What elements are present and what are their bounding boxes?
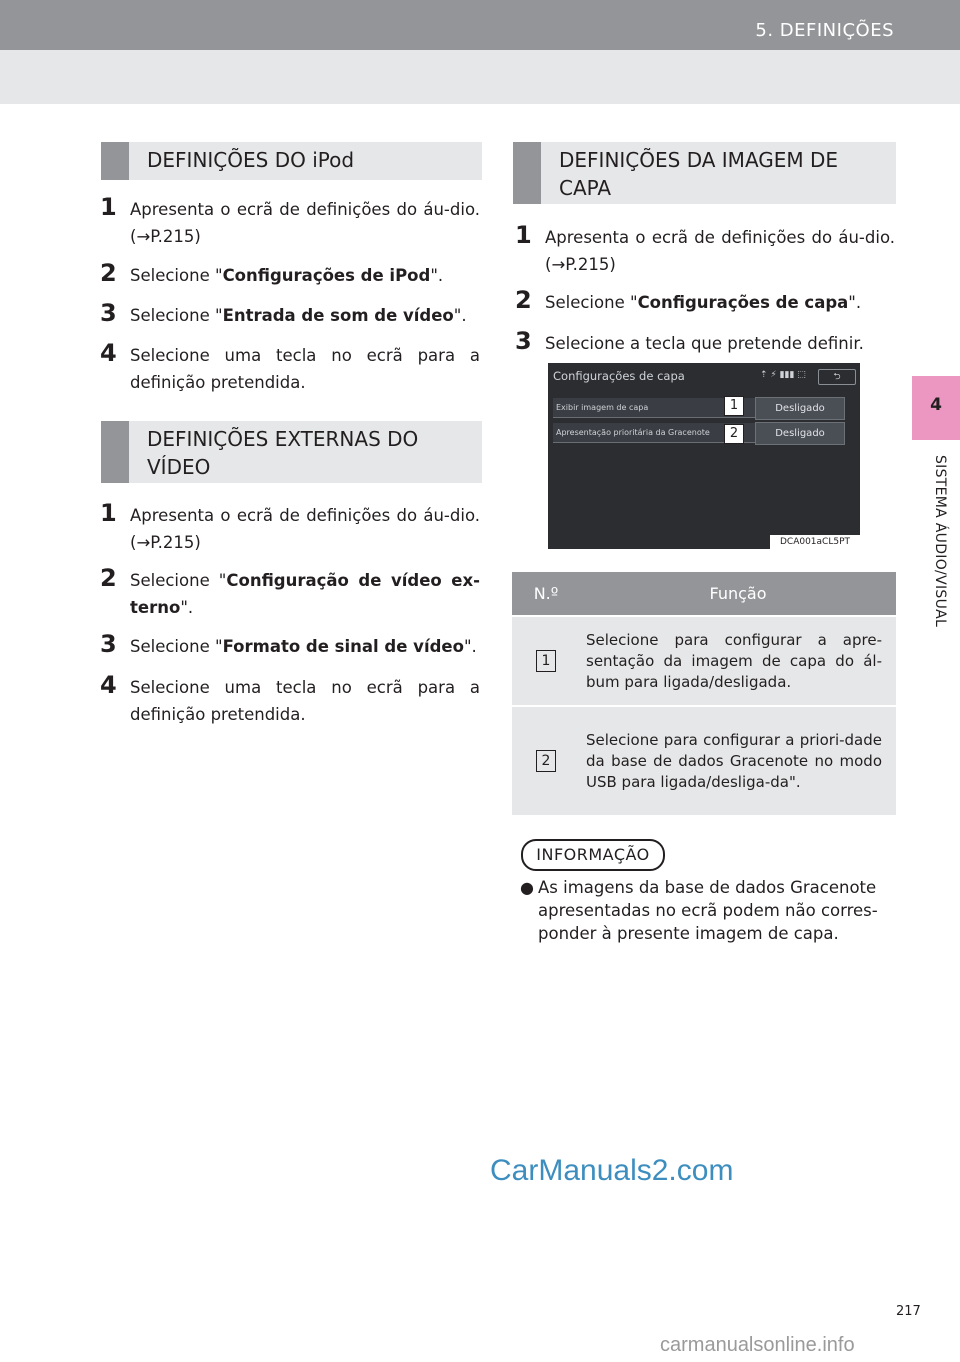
section-header-ipod — [101, 142, 482, 180]
back-icon: ⮌ — [818, 369, 856, 385]
step-1: 1 Apresenta o ecrã de definições do áu-dio. (→P.215) — [100, 193, 480, 246]
screen-title: Configurações de capa — [553, 369, 685, 383]
column-header-number: N.º — [512, 572, 580, 616]
section-title: DEFINIÇÕES EXTERNAS DO VÍDEO — [147, 427, 419, 479]
step-2: 2 Selecione "Configurações de capa". — [515, 286, 862, 314]
step-1: 1 Apresenta o ecrã de definições do áu-dio. (→P.215) — [515, 221, 895, 274]
step-4: 4 Selecione uma tecla no ecrã para a definição pretendida. — [100, 671, 480, 724]
chapter-tab-number: 4 — [912, 376, 960, 440]
step-4: 4 Selecione uma tecla no ecrã para a definição pretendida. — [100, 339, 480, 392]
step-2: 2 Selecione "Configuração de vídeo ex-terno". — [100, 564, 480, 617]
screen-row-cover-image: Exibir imagem de capa — [553, 398, 776, 418]
screen-row-gracenote: Apresentação prioritária da Gracenote — [553, 423, 776, 443]
callout-number: 2 — [536, 750, 556, 772]
column-header-function: Função — [580, 572, 896, 616]
function-table — [512, 572, 896, 815]
bullet-icon: ● — [520, 878, 534, 897]
watermark-logo: CarManuals2.com — [490, 1154, 734, 1187]
step-1: 1 Apresenta o ecrã de definições do áu-dio. (→P.215) — [100, 499, 480, 552]
status-icons: ⇡ ⚡ ▮▮▮ ⬚ — [760, 370, 806, 380]
function-description: Selecione para configurar a apre-sentação da imagem de capa do ál-bum para ligada/desligada. — [580, 616, 896, 706]
image-code: DCA001aCL5PT — [770, 535, 860, 549]
page-number: 217 — [896, 1304, 921, 1319]
step-3: 3 Selecione a tecla que pretende definir. — [515, 327, 864, 355]
table-row — [512, 706, 896, 815]
step-2: 2 Selecione "Configurações de iPod". — [100, 259, 444, 287]
settings-screen-image — [548, 363, 860, 549]
section-header-external-video — [101, 421, 482, 483]
step-3: 3 Selecione "Entrada de som de vídeo". — [100, 299, 467, 327]
section-header-bar — [101, 421, 129, 483]
callout-1: 1 — [724, 396, 744, 416]
information-label: INFORMAÇÃO — [521, 839, 665, 871]
table-row — [512, 616, 896, 706]
section-title: DEFINIÇÕES DO iPod — [147, 148, 355, 172]
callout-2: 2 — [724, 424, 744, 444]
function-description: Selecione para configurar a priori-dade da base de dados Gracenote no modo USB para ligada/desliga-da". — [580, 706, 896, 815]
callout-number: 1 — [536, 650, 556, 672]
screen-button-off: Desligado — [755, 397, 845, 420]
section-title: DEFINIÇÕES DA IMAGEM DE CAPA — [559, 148, 839, 200]
chapter-side-label: SISTEMA ÁUDIO/VISUAL — [932, 455, 948, 628]
section-header-cover-image — [513, 142, 896, 204]
chapter-title: 5. DEFINIÇÕES — [755, 20, 894, 41]
screen-button-off: Desligado — [755, 422, 845, 445]
section-header-bar — [101, 142, 129, 180]
section-header-bar — [513, 142, 541, 204]
watermark-text: carmanualsonline.info — [660, 1334, 855, 1356]
step-3: 3 Selecione "Formato de sinal de vídeo". — [100, 630, 477, 658]
information-text: ● As imagens da base de dados Gracenote apresentadas no ecrã podem não corres-ponder à presente imagem de capa. — [520, 878, 878, 943]
page-header — [0, 0, 960, 104]
